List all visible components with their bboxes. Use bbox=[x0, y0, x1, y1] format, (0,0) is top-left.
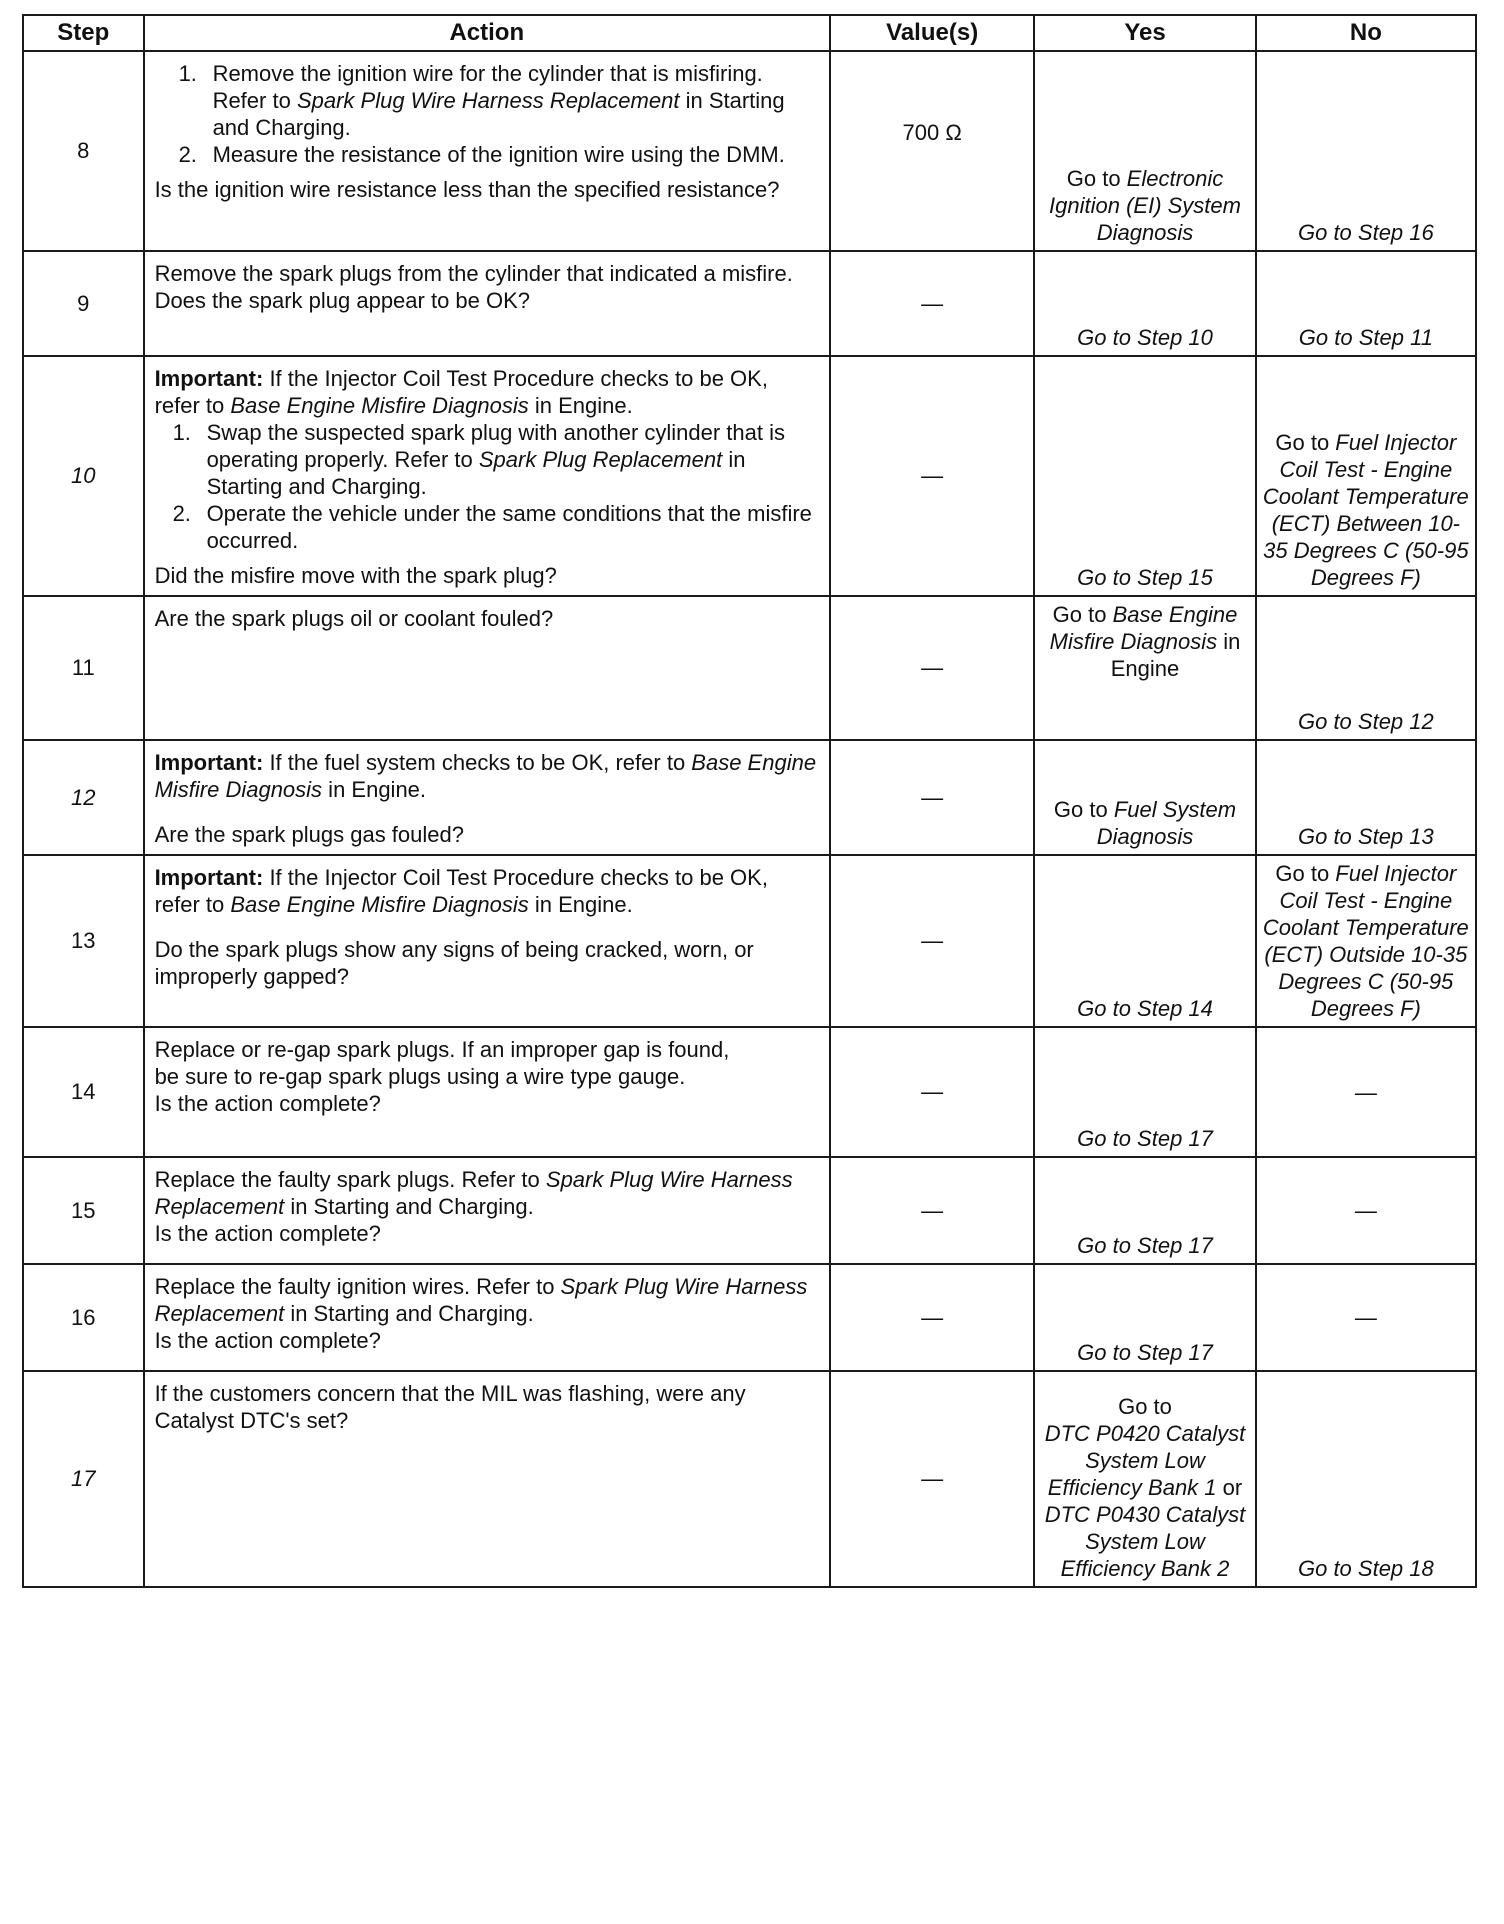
no-cell[interactable]: Go to Step 12 bbox=[1256, 596, 1476, 740]
step-number: 13 bbox=[23, 855, 144, 1027]
action-question: If the customers concern that the MIL was flashing, were any Catalyst DTC's set? bbox=[154, 1381, 746, 1433]
action-question: Is the ignition wire resistance less than the specified resistance? bbox=[154, 177, 780, 202]
table-row-step-17 bbox=[23, 1371, 1476, 1587]
header-action: Action bbox=[144, 15, 831, 51]
no-cell[interactable]: Go to Fuel Injector Coil Test - Engine Coolant Temperature (ECT) Outside 10-35 Degrees C (50-95 Degrees F) bbox=[1256, 855, 1476, 1027]
table-row-step-8 bbox=[23, 51, 1476, 251]
no-cell[interactable]: Go to Step 16 bbox=[1256, 51, 1476, 251]
action-text: Replace or re-gap spark plugs. If an improper gap is found, be sure to re-gap spark plugs using a wire type gauge. bbox=[154, 1037, 730, 1089]
value-cell: — bbox=[830, 855, 1034, 1027]
yes-cell[interactable]: Go to Electronic Ignition (EI) System Diagnosis bbox=[1034, 51, 1255, 251]
no-link[interactable]: Fuel Injector Coil Test - Engine Coolant Temperature (ECT) Outside 10-35 Degrees C (50-95 Degrees F) bbox=[1262, 861, 1469, 1021]
action-cell bbox=[144, 740, 831, 855]
table-row-step-16 bbox=[23, 1264, 1476, 1371]
value-cell: — bbox=[830, 1027, 1034, 1157]
yes-link-2[interactable]: DTC P0430 Catalyst System Low Efficiency Bank 2 bbox=[1044, 1502, 1246, 1581]
no-cell[interactable]: Go to Step 18 bbox=[1256, 1371, 1476, 1587]
step-number: 12 bbox=[23, 740, 144, 855]
step-number: 14 bbox=[23, 1027, 144, 1157]
yes-link[interactable]: Electronic Ignition (EI) System Diagnosis bbox=[1049, 166, 1241, 245]
action-text: Replace the faulty spark plugs. Refer to Spark Plug Wire Harness Replacement in Starting and Charging. bbox=[154, 1167, 793, 1219]
action-steps bbox=[155, 60, 818, 168]
value-cell: — bbox=[830, 1371, 1034, 1587]
action-cell bbox=[144, 855, 831, 1027]
important-note: Important: If the fuel system checks to be OK, refer to Base Engine Misfire Diagnosis in Engine. bbox=[154, 750, 817, 802]
step-number: 15 bbox=[23, 1157, 144, 1264]
no-cell[interactable]: Go to Fuel Injector Coil Test - Engine Coolant Temperature (ECT) Between 10-35 Degrees C (50-95 Degrees F) bbox=[1256, 356, 1476, 596]
action-cell bbox=[144, 356, 831, 596]
header-row bbox=[23, 15, 1476, 51]
action-question: Are the spark plugs oil or coolant fouled? bbox=[154, 606, 554, 631]
value-cell: — bbox=[830, 251, 1034, 356]
yes-cell[interactable]: Go to Step 10 bbox=[1034, 251, 1255, 356]
action-question: Do the spark plugs show any signs of being cracked, worn, or improperly gapped? bbox=[154, 937, 754, 989]
action-question: Did the misfire move with the spark plug? bbox=[154, 563, 557, 588]
no-cell: — bbox=[1256, 1027, 1476, 1157]
yes-cell[interactable]: Go to Step 14 bbox=[1034, 855, 1255, 1027]
no-link[interactable]: Fuel Injector Coil Test - Engine Coolant Temperature (ECT) Between 10-35 Degrees C (50-95 Degrees F) bbox=[1262, 430, 1469, 590]
action-cell bbox=[144, 1027, 831, 1157]
yes-link[interactable]: Fuel System Diagnosis bbox=[1096, 797, 1237, 849]
yes-cell[interactable]: Go to Fuel System Diagnosis bbox=[1034, 740, 1255, 855]
step-number: 9 bbox=[23, 251, 144, 356]
header-no: No bbox=[1256, 15, 1476, 51]
step-number: 17 bbox=[23, 1371, 144, 1587]
step-number: 8 bbox=[23, 51, 144, 251]
action-question: Does the spark plug appear to be OK? bbox=[154, 288, 531, 313]
table-row-step-15 bbox=[23, 1157, 1476, 1264]
action-step-2: 2. Measure the resistance of the ignition wire using the DMM. bbox=[178, 142, 785, 167]
action-text: Replace the faulty ignition wires. Refer to Spark Plug Wire Harness Replacement in Starting and Charging. bbox=[154, 1274, 808, 1326]
table-row-step-9 bbox=[23, 251, 1476, 356]
step-number: 11 bbox=[23, 596, 144, 740]
yes-link[interactable]: Base Engine Misfire Diagnosis bbox=[1049, 602, 1238, 654]
yes-cell[interactable]: Go to Step 15 bbox=[1034, 356, 1255, 596]
value-cell: — bbox=[830, 1264, 1034, 1371]
yes-cell[interactable]: Go to DTC P0420 Catalyst System Low Efficiency Bank 1 or DTC P0430 Catalyst System Low Efficiency Bank 2 bbox=[1034, 1371, 1255, 1587]
header-step: Step bbox=[23, 15, 144, 51]
no-cell[interactable]: Go to Step 11 bbox=[1256, 251, 1476, 356]
action-cell bbox=[144, 1264, 831, 1371]
action-steps bbox=[155, 419, 818, 554]
no-cell[interactable]: Go to Step 13 bbox=[1256, 740, 1476, 855]
action-cell bbox=[144, 1371, 831, 1587]
action-question: Is the action complete? bbox=[154, 1221, 381, 1246]
no-cell: — bbox=[1256, 1157, 1476, 1264]
yes-cell[interactable]: Go to Step 17 bbox=[1034, 1264, 1255, 1371]
action-cell bbox=[144, 51, 831, 251]
yes-link-1[interactable]: DTC P0420 Catalyst System Low Efficiency Bank 1 bbox=[1044, 1421, 1246, 1500]
yes-cell[interactable]: Go to Step 17 bbox=[1034, 1027, 1255, 1157]
table-row-step-14 bbox=[23, 1027, 1476, 1157]
table-row-step-11 bbox=[23, 596, 1476, 740]
value-cell: 700 Ω bbox=[830, 51, 1034, 251]
yes-cell[interactable]: Go to Base Engine Misfire Diagnosis in Engine bbox=[1034, 596, 1255, 740]
header-yes: Yes bbox=[1034, 15, 1255, 51]
important-note: Important: If the Injector Coil Test Procedure checks to be OK, refer to Base Engine Misfire Diagnosis in Engine. bbox=[154, 366, 768, 418]
action-question: Is the action complete? bbox=[154, 1328, 381, 1353]
action-cell bbox=[144, 251, 831, 356]
step-number: 16 bbox=[23, 1264, 144, 1371]
header-values: Value(s) bbox=[830, 15, 1034, 51]
action-step-1: 1. Swap the suspected spark plug with another cylinder that is operating properly. Refer to Spark Plug Replacement in Starting and Charging. bbox=[172, 420, 785, 499]
value-cell: — bbox=[830, 1157, 1034, 1264]
action-question: Is the action complete? bbox=[154, 1091, 381, 1116]
value-cell: — bbox=[830, 740, 1034, 855]
no-cell: — bbox=[1256, 1264, 1476, 1371]
table-row-step-12 bbox=[23, 740, 1476, 855]
table-row-step-10 bbox=[23, 356, 1476, 596]
table-row-step-13 bbox=[23, 855, 1476, 1027]
action-question: Are the spark plugs gas fouled? bbox=[154, 822, 464, 847]
diagnostic-table bbox=[22, 14, 1477, 1588]
action-cell bbox=[144, 1157, 831, 1264]
step-number: 10 bbox=[23, 356, 144, 596]
value-cell: — bbox=[830, 356, 1034, 596]
important-note: Important: If the Injector Coil Test Procedure checks to be OK, refer to Base Engine Misfire Diagnosis in Engine. bbox=[154, 865, 768, 917]
action-text: Remove the spark plugs from the cylinder that indicated a misfire. bbox=[154, 261, 793, 286]
action-cell bbox=[144, 596, 831, 740]
value-cell: — bbox=[830, 596, 1034, 740]
action-step-1: 1. Remove the ignition wire for the cylinder that is misfiring. Refer to Spark Plug Wire Harness Replacement in Starting and Charging. bbox=[178, 61, 785, 140]
yes-cell[interactable]: Go to Step 17 bbox=[1034, 1157, 1255, 1264]
action-step-2: 2. Operate the vehicle under the same conditions that the misfire occurred. bbox=[172, 501, 812, 553]
